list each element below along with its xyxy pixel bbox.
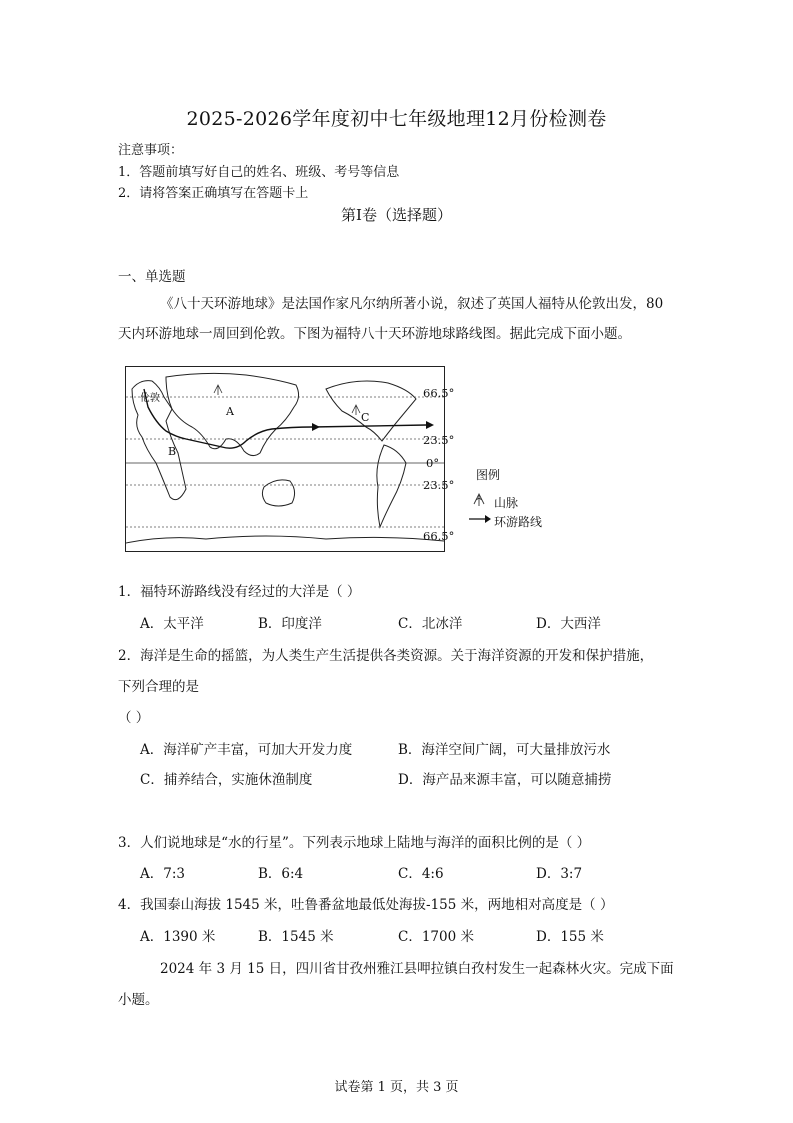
question-1-option-a: A．太平洋 (140, 616, 204, 632)
lat-label-23n: 23.5° (423, 433, 455, 447)
route-arrowhead (426, 421, 434, 429)
question-4-option-b: B．1545 米 (258, 929, 334, 945)
legend-route-label: 环游路线 (494, 515, 543, 529)
question-4-option-c: C．1700 米 (398, 929, 474, 945)
route-arrowhead-mid (312, 423, 320, 431)
question-4-option-d: D．155 米 (536, 929, 604, 945)
exam-title: 2025-2026学年度初中七年级地理12月份检测卷 (186, 108, 607, 130)
legend-mountain-icon (472, 492, 486, 506)
mountain-symbol-america (352, 405, 360, 415)
question-3-option-c: C．4:6 (398, 866, 444, 882)
south-america-outline (377, 445, 406, 527)
lat-label-0: 0° (426, 456, 440, 470)
lat-label-66n: 66.5° (423, 386, 455, 400)
lat-label-66s: 66.5° (423, 529, 455, 543)
map-label-london: 伦敦 (140, 393, 160, 404)
question-2-option-a: A．海洋矿产丰富，可加大开发力度 (140, 742, 353, 758)
question-3-option-b: B．6:4 (258, 866, 304, 882)
section-title: 第I卷（选择题） (341, 206, 452, 224)
passage1-line1: 《八十天环游地球》是法国作家凡尔纳所著小说，叙述了英国人福特从伦敦出发，80 (160, 296, 664, 312)
map-label-a: A (226, 405, 234, 418)
page-footer: 试卷第 1 页，共 3 页 (334, 1080, 459, 1095)
australia-outline (262, 480, 294, 506)
question-2-stem: 2．海洋是生命的摇篮，为人类生产生活提供各类资源。关于海洋资源的开发和保护措施， (118, 648, 654, 664)
question-2-option-d: D．海产品来源丰富，可以随意捕捞 (398, 772, 612, 788)
question-2-option-b: B．海洋空间广阔，可大量排放污水 (398, 742, 611, 758)
antarctica-outline (126, 536, 444, 543)
mountain-symbol-asia (214, 385, 222, 395)
question-1-stem: 1．福特环游路线没有经过的大洋是（ ） (118, 584, 361, 600)
question-1-option-b: B．印度洋 (258, 616, 322, 632)
legend-mountain-label: 山脉 (494, 496, 519, 510)
question-1-option-d: D．大西洋 (536, 616, 601, 632)
notice-label: 注意事项： (118, 143, 184, 158)
notice-item-1: 1．答题前填写好自己的姓名、班级、考号等信息 (118, 165, 400, 180)
map-label-b: B (168, 445, 177, 458)
world-route-map (125, 366, 445, 552)
legend-route-icon (468, 514, 492, 524)
question-3-option-a: A．7:3 (140, 866, 185, 882)
passage2-line2: 小题。 (118, 992, 159, 1008)
question-2-stem-cont: 下列合理的是 (118, 679, 199, 695)
question-2-blank: （ ） (118, 710, 150, 726)
question-4-option-a: A．1390 米 (140, 929, 216, 945)
legend-title: 图例 (476, 468, 501, 482)
question-3-option-d: D．3:7 (536, 866, 583, 882)
part-title: 一、单选题 (118, 269, 186, 285)
question-1-option-c: C．北冰洋 (398, 616, 463, 632)
passage1-line2: 天内环游地球一周回到伦敦。下图为福特八十天环游地球路线图。据此完成下面小题。 (118, 326, 631, 342)
north-america-outline (326, 381, 416, 441)
question-2-option-c: C．捕养结合，实施休渔制度 (140, 772, 313, 788)
map-label-c: C (361, 411, 370, 424)
notice-item-2: 2．请将答案正确填写在答题卡上 (118, 186, 309, 201)
passage2-line1: 2024 年 3 月 15 日，四川省甘孜州雅江县呷拉镇白孜村发生一起森林火灾。完成下面 (160, 961, 674, 977)
map-drawing (126, 367, 444, 551)
question-4-stem: 4．我国泰山海拔 1545 米，吐鲁番盆地最低处海拔-155 米，两地相对高度是（ ） (118, 897, 614, 913)
question-3-stem: 3．人们说地球是“水的行星”。下列表示地球上陆地与海洋的面积比例的是（ ） (118, 835, 591, 851)
lat-label-23s: 23.5° (423, 478, 455, 492)
